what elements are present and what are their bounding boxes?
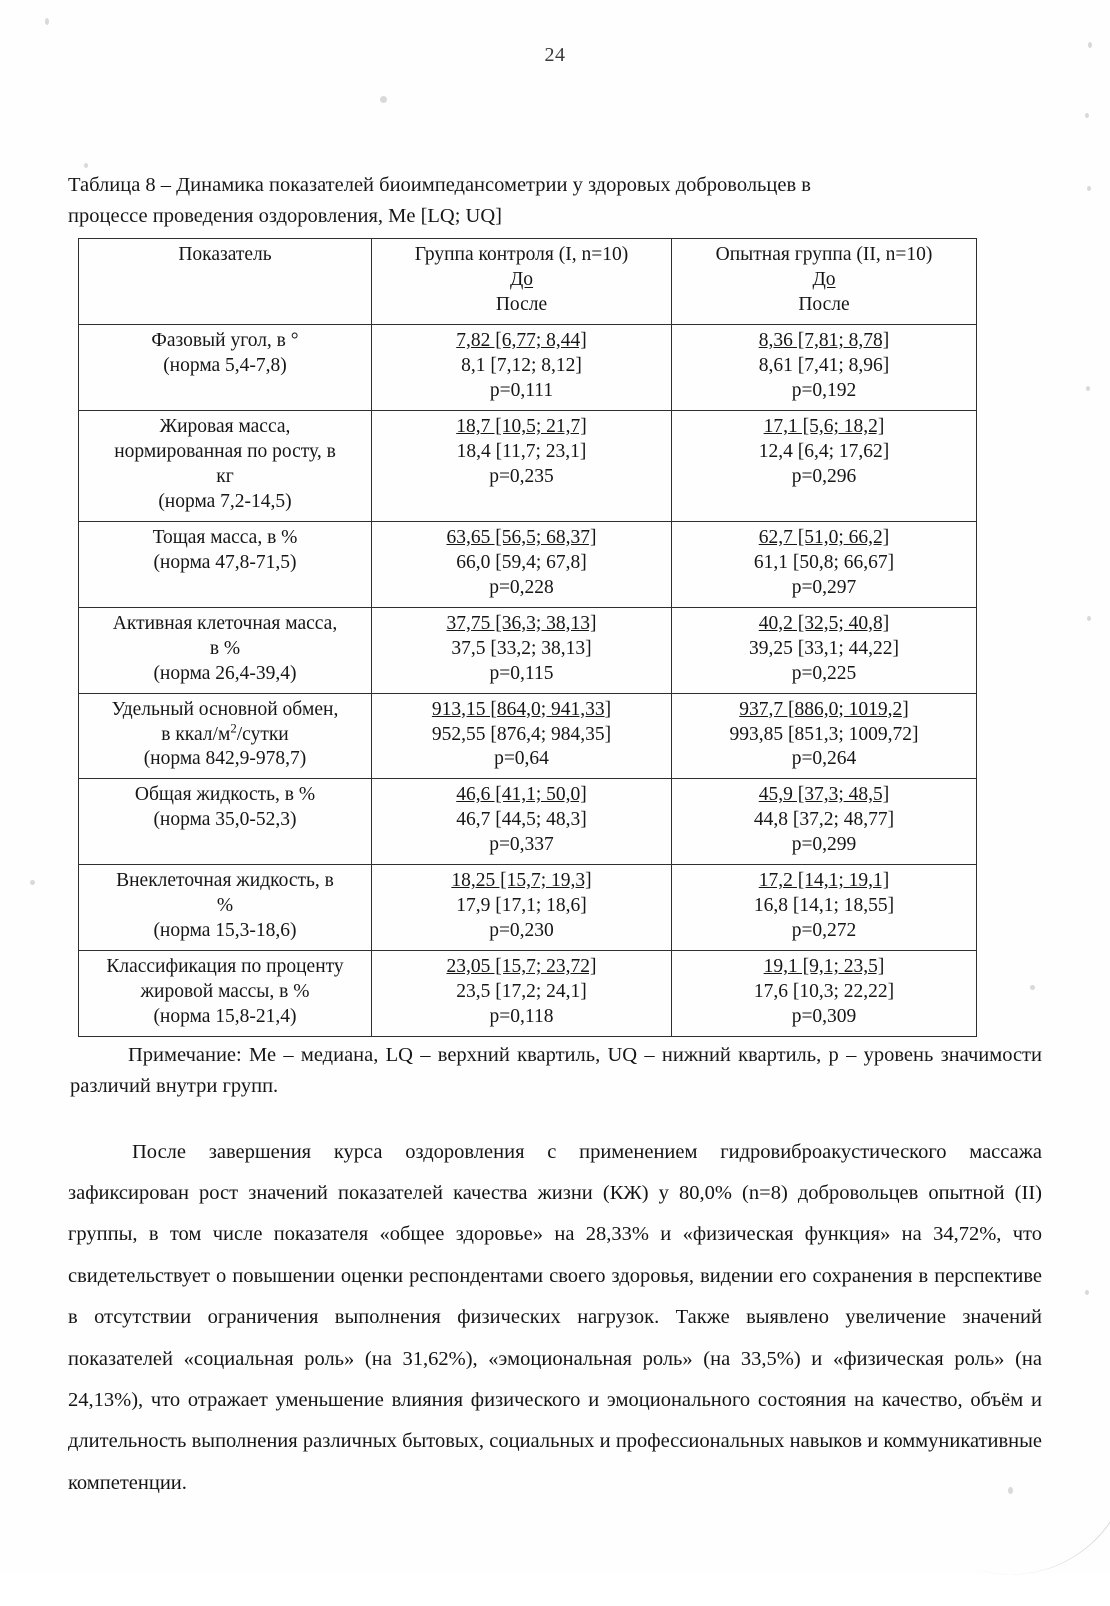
control-group-before-value: 7,82 [6,77; 8,44] (456, 330, 587, 352)
control-group-before-value: 46,6 [41,1; 50,0] (456, 784, 587, 806)
row-indicator-label-line: (норма 15,3-18,6) (153, 920, 297, 942)
table-row (79, 779, 977, 865)
control-group-after-value: 23,5 [17,2; 24,1] (456, 981, 587, 1003)
control-group-before-value: 23,05 [15,7; 23,72] (446, 956, 597, 978)
control-group-before-value: 913,15 [864,0; 941,33] (431, 698, 612, 720)
experimental-group-before-value: 937,7 [886,0; 1019,2] (739, 698, 909, 720)
control-group-values (372, 779, 672, 865)
table-row (79, 325, 977, 411)
experimental-group-p-value: p=0,299 (791, 834, 857, 856)
control-group-before-value: 18,7 [10,5; 21,7] (456, 416, 587, 438)
experimental-group-before-value: 45,9 [37,3; 48,5] (758, 784, 890, 806)
control-group-p-value: p=0,64 (494, 748, 549, 770)
experimental-group-before-value: 19,1 [9,1; 23,5] (763, 956, 885, 978)
row-indicator-label-line: Удельный основной обмен, (111, 698, 339, 720)
table-row (79, 521, 977, 607)
table-row (79, 865, 977, 951)
control-group-after-value: 17,9 [17,1; 18,6] (456, 895, 587, 917)
table-caption-line-1: Таблица 8 – Динамика показателей биоимпедансометрии у здоровых добровольцев в (68, 174, 811, 196)
row-indicator-label-line: Жировая масса, (159, 416, 291, 438)
control-group-after-value: 66,0 [59,4; 67,8] (456, 551, 587, 573)
biompedance-results-table (78, 238, 977, 1037)
control-group-after-value: 8,1 [7,12; 8,12] (461, 355, 582, 377)
table-row (79, 951, 977, 1037)
row-indicator-label-line: (норма 842,9-978,7) (143, 748, 307, 770)
scan-speck (380, 96, 387, 103)
control-group-values (372, 951, 672, 1037)
experimental-group-after-label: После (798, 294, 850, 316)
scan-speck (30, 880, 35, 885)
control-group-p-value: p=0,230 (489, 920, 554, 942)
experimental-group-before-value: 62,7 [51,0; 66,2] (758, 526, 890, 548)
superscript-two: 2 (230, 721, 237, 736)
column-header-indicator-label: Показатель (178, 244, 272, 266)
table-body (79, 325, 977, 1037)
table-note: Примечание: Ме – медиана, LQ – верхний квартиль, UQ – нижний квартиль, р – уровень значимости различий внутри групп. (70, 1044, 1042, 1097)
scan-speck (1085, 113, 1089, 118)
experimental-group-values (672, 411, 977, 522)
page-content (68, 170, 1042, 1504)
experimental-group-values (672, 865, 977, 951)
experimental-group-before-value: 40,2 [32,5; 40,8] (758, 612, 890, 634)
row-indicator-label-line: Классификация по проценту (106, 956, 344, 978)
experimental-group-before-value: 8,36 [7,81; 8,78] (758, 330, 890, 352)
experimental-group-after-value: 12,4 [6,4; 17,62] (758, 440, 890, 462)
experimental-group-p-value: p=0,272 (791, 920, 857, 942)
experimental-group-after-value: 39,25 [33,1; 44,22] (748, 637, 900, 659)
row-indicator-label (79, 865, 372, 951)
scan-speck (1087, 186, 1091, 191)
row-indicator-label-line: % (216, 895, 234, 917)
experimental-group-p-value: p=0,225 (791, 662, 857, 684)
row-indicator-label-line: Тощая масса, в % (152, 526, 298, 548)
row-indicator-label-line: (норма 47,8-71,5) (153, 551, 297, 573)
control-group-before-value: 63,65 [56,5; 68,37] (446, 526, 597, 548)
control-group-values (372, 865, 672, 951)
experimental-group-values (672, 693, 977, 779)
experimental-group-label: Опытная группа (II, n=10) (715, 244, 933, 266)
control-group-after-value: 18,4 [11,7; 23,1] (456, 440, 587, 462)
experimental-group-p-value: p=0,309 (791, 1006, 857, 1028)
experimental-group-values (672, 779, 977, 865)
row-indicator-label-line: в ккал/$м^2$/сутки (161, 721, 289, 745)
table-caption-line-2: процессе проведения оздоровления, Me [LQ; UQ] (68, 205, 502, 228)
row-indicator-label (79, 411, 372, 522)
control-group-p-value: p=0,118 (489, 1006, 554, 1028)
control-group-p-value: p=0,337 (489, 834, 554, 856)
control-group-values (372, 521, 672, 607)
table-caption (68, 170, 1042, 232)
row-indicator-label-line: (норма 26,4-39,4) (153, 662, 297, 684)
control-group-before-value: 37,75 [36,3; 38,13] (446, 612, 597, 634)
table-row (79, 411, 977, 522)
body-paragraph: После завершения курса оздоровления с применением гидровиброакустического массажа зафиксирован рост значений показателей качества жизни (КЖ) у 80,0% (n=8) добровольцев опытной (II) группы, в том числе показателя «общее здоровье» на 28,33% и «физическая функция» на 34,72%, что свидетельствует о повышении оценки респондентами своего здоровья, видении его сохранения в перспективе в отсутствии ограничения выполнения физических нагрузок. Также выявлено увеличение значений показателей «социальная роль» (на 31,62%), «эмоциональная роль» (на 33,5%) и «физическая роль» (на 24,13%), что отражает уменьшение влияния физического и эмоционального состояния на качество, объём и длительность выполнения различных бытовых, социальных и профессиональных навыков и коммуникативные компетенции. (68, 1140, 1042, 1494)
row-indicator-label-line: жировой массы, в % (140, 981, 310, 1003)
row-indicator-label-line: Активная клеточная масса, (112, 612, 338, 634)
experimental-group-p-value: p=0,264 (791, 748, 857, 770)
row-indicator-label-line: (норма 7,2-14,5) (158, 490, 292, 512)
row-indicator-label-line: (норма 15,8-21,4) (153, 1006, 297, 1028)
row-indicator-label (79, 779, 372, 865)
control-group-after-label: После (495, 294, 548, 316)
experimental-group-before-value: 17,1 [5,6; 18,2] (763, 416, 885, 438)
control-group-values (372, 411, 672, 522)
row-indicator-label (79, 325, 372, 411)
scan-speck (84, 163, 88, 168)
control-group-before-value: 18,25 [15,7; 19,3] (451, 870, 592, 892)
row-indicator-label-line: Общая жидкость, в % (134, 784, 316, 806)
row-indicator-label-line: Фазовый угол, в ° (151, 330, 299, 352)
scan-speck (45, 18, 49, 25)
page-number: 24 (544, 44, 566, 66)
scan-speck (1087, 616, 1091, 621)
scan-speck (1086, 386, 1090, 391)
control-group-label: Группа контроля (I, n=10) (414, 244, 629, 266)
experimental-group-after-value: 61,1 [50,8; 66,67] (753, 551, 895, 573)
experimental-group-after-value: 16,8 [14,1; 18,55] (753, 895, 895, 917)
control-group-values (372, 607, 672, 693)
table-row (79, 693, 977, 779)
control-group-values (372, 325, 672, 411)
row-indicator-label-line: в % (209, 637, 241, 659)
experimental-group-p-value: p=0,296 (791, 465, 857, 487)
experimental-group-after-value: 993,85 [851,3; 1009,72] (729, 723, 919, 745)
row-indicator-label (79, 951, 372, 1037)
row-indicator-label-line: Внеклеточная жидкость, в (116, 870, 334, 892)
row-indicator-label (79, 693, 372, 779)
experimental-group-after-value: 17,6 [10,3; 22,22] (753, 981, 895, 1003)
experimental-group-values (672, 607, 977, 693)
experimental-group-p-value: p=0,297 (791, 576, 857, 598)
row-indicator-label-line: (норма 35,0-52,3) (153, 809, 297, 831)
control-group-values (372, 693, 672, 779)
control-group-before-label: До (509, 269, 534, 291)
experimental-group-after-value: 44,8 [37,2; 48,77] (753, 809, 895, 831)
row-indicator-label-line: (норма 5,4-7,8) (163, 355, 287, 377)
control-group-after-value: 46,7 [44,5; 48,3] (456, 809, 587, 831)
experimental-group-p-value: p=0,192 (791, 380, 857, 402)
control-group-p-value: p=0,115 (489, 662, 554, 684)
control-group-after-value: 952,55 [876,4; 984,35] (431, 723, 612, 745)
control-group-p-value: p=0,111 (489, 380, 554, 402)
column-header-control-group (372, 239, 672, 325)
scan-speck (1085, 1290, 1089, 1295)
experimental-group-values (672, 325, 977, 411)
experimental-group-before-label: До (812, 269, 836, 291)
table-row (79, 607, 977, 693)
control-group-p-value: p=0,235 (489, 465, 554, 487)
table-header-row (79, 239, 977, 325)
experimental-group-values (672, 521, 977, 607)
column-header-experimental-group (672, 239, 977, 325)
row-indicator-label (79, 607, 372, 693)
experimental-group-before-value: 17,2 [14,1; 19,1] (758, 870, 890, 892)
experimental-group-after-value: 8,61 [7,41; 8,96] (758, 355, 890, 377)
row-indicator-label-line: кг (216, 465, 234, 487)
row-indicator-label (79, 521, 372, 607)
control-group-p-value: p=0,228 (489, 576, 554, 598)
experimental-group-values (672, 951, 977, 1037)
control-group-after-value: 37,5 [33,2; 38,13] (451, 637, 592, 659)
column-header-indicator (79, 239, 372, 325)
row-indicator-label-line: нормированная по росту, в (114, 440, 336, 462)
